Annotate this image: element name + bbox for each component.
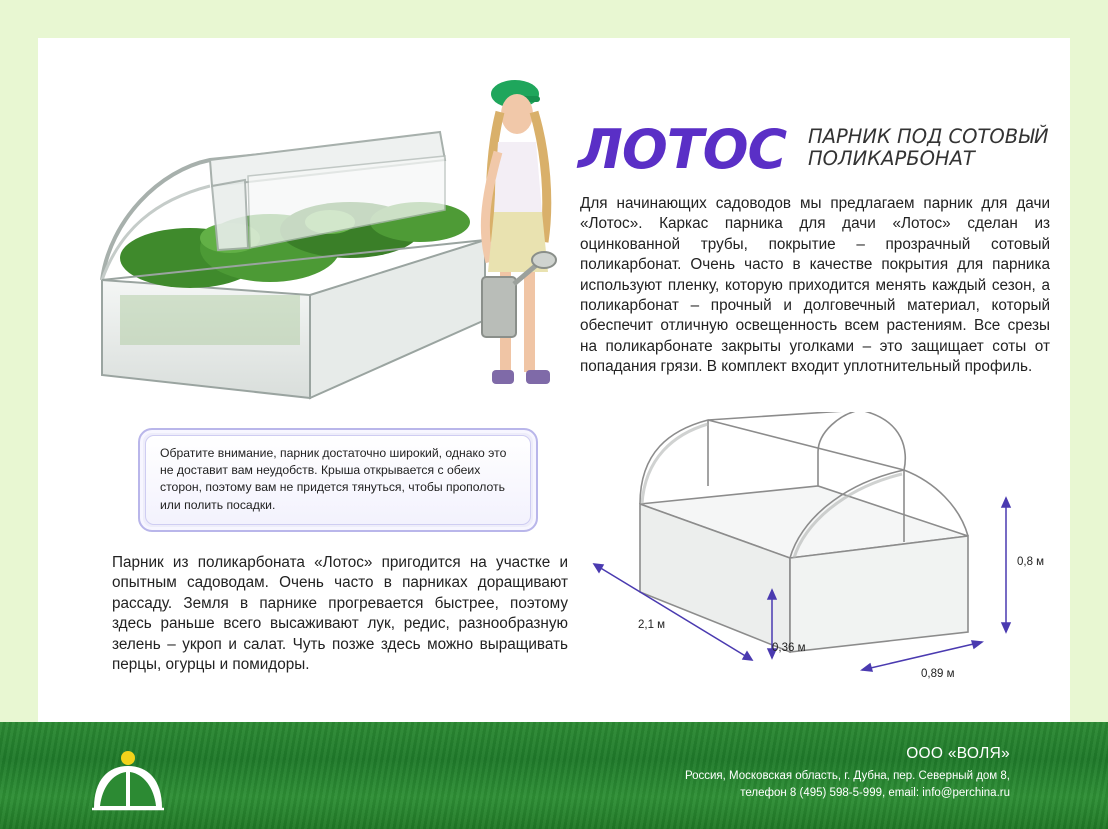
footer [0, 722, 1108, 829]
company-phone-email: телефон 8 (495) 598-5-999, email: info@perchina.ru [740, 787, 1010, 799]
product-subtitle [808, 126, 1068, 170]
dimension-width: 0,89 м [921, 668, 955, 680]
note-box [138, 428, 538, 532]
company-logo [90, 744, 166, 812]
product-title: ЛОТОС [578, 118, 787, 181]
dimension-length: 2,1 м [638, 619, 666, 631]
company-address: Россия, Московская область, г. Дубна, пер. Северный дом 8, [684, 770, 1010, 782]
dimension-base-height: 0,36 м [772, 642, 806, 654]
greenhouse-photo [100, 130, 490, 410]
company-contacts [685, 768, 1010, 802]
girl-photo [460, 72, 570, 407]
intro-paragraph: Для начинающих садоводов мы предлагаем парник для дачи «Лотос». Каркас парника для дачи «Лотос» сделан из оцинкованной трубы, покрытие – прозрачный сотовый поликарбонат. Очень часто в качестве покрытия для парника используют пленку, которую приходится менять каждый сезон, а поликарбонат – прочный и долговечный материал, который обеспечит отличную освещенность всем растениям. Все срезы на поликарбонате закрыты уголками – это защищает соты от попадания грязи. В комплект входит уплотнительный профиль. [580, 195, 1050, 376]
dimension-total-height: 0,8 м [1017, 556, 1045, 568]
subtitle-line-2: ПОЛИКАРБОНАТ [808, 147, 975, 170]
dimension-diagram [590, 412, 1070, 702]
body-paragraph: Парник из поликарбоната «Лотос» пригодится на участке и опытным садоводам. Очень часто в парниках доращивают рассаду. Земля в парнике прогревается быстрее, поэтому здесь раньше всего высаживают лук, редис, разнообразную зелень – укроп и салат. Чуть позже здесь можно выращивать перцы, огурцы и помидоры. [112, 554, 568, 674]
note-text: Обратите внимание, парник достаточно широкий, однако это не доставит вам неудобств. Крыша открывается с обеих сторон, поэтому вам не придется тянуться, чтобы прополоть или полить посадки. [145, 435, 531, 525]
subtitle-line-1: ПАРНИК ПОД СОТОВЫЙ [808, 125, 1049, 148]
company-name: ООО «ВОЛЯ» [906, 745, 1010, 762]
